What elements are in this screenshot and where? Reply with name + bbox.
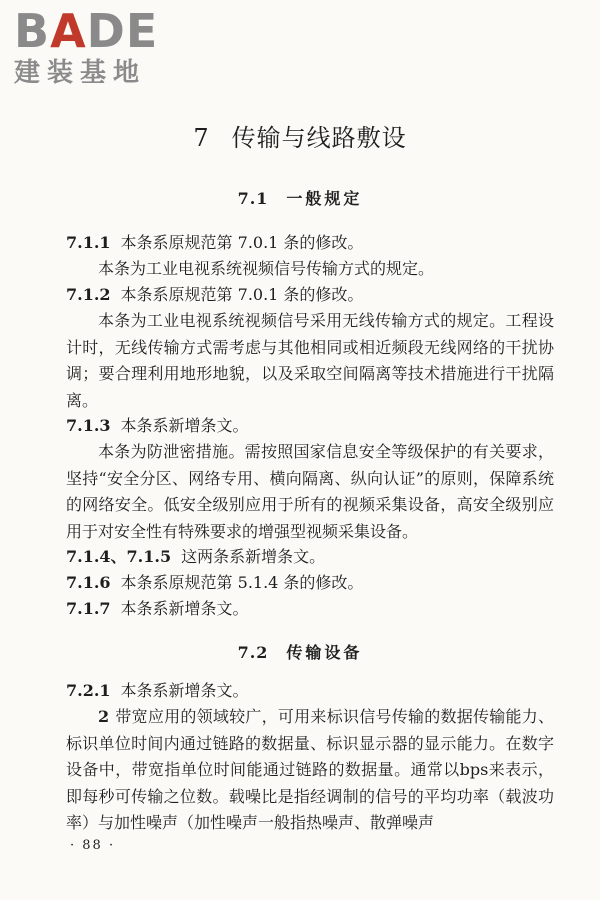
clause-number: 7.1.2 (66, 285, 111, 304)
logo-wordmark: BADE (14, 4, 159, 58)
clause-text: 本条系新增条文。 (120, 416, 249, 435)
chapter-number: 7 (193, 124, 210, 152)
clause-number: 7.1.7 (66, 599, 111, 618)
clause-text: 本条系原规范第 5.1.4 条的修改。 (120, 573, 364, 592)
clause-number: 7.2.1 (66, 681, 111, 700)
clause-7-1-1-explanation: 本条为工业电视系统视频信号传输方式的规定。 (98, 259, 435, 278)
section-title-7-2 (0, 640, 600, 663)
clause-number: 7.1.3 (66, 416, 111, 435)
clause-number: 7.1.4、7.1.5 (66, 547, 172, 566)
section-title-text: 一般规定 (286, 189, 363, 208)
chapter-title (0, 118, 600, 153)
clause-7-1-6 (66, 570, 554, 597)
logo-subtitle: 建装基地 (14, 58, 147, 88)
clause-7-1-7 (66, 596, 554, 623)
clause-text: 本条系原规范第 7.0.1 条的修改。 (120, 233, 364, 252)
publisher-logo (14, 6, 174, 90)
clause-7-2-1 (66, 678, 554, 705)
item-number: 2 (98, 707, 110, 726)
chapter-title-text: 传输与线路敷设 (231, 124, 407, 152)
clause-7-1-3 (66, 413, 554, 440)
page-number: · 88 · (70, 838, 116, 853)
section-number: 7.1 (237, 189, 269, 208)
clause-7-1-4-7-1-5 (66, 544, 554, 571)
clause-text: 本条系新增条文。 (120, 599, 249, 618)
clause-number: 7.1.6 (66, 573, 111, 592)
clause-7-1-3-explanation: 本条为防泄密措施。需按照国家信息安全等级保护的有关要求，坚持“安全分区、网络专用、横向隔离、纵向认证”的原则，保障系统的网络安全。低安全级别应用于所有的视频采集设备，高安全级别应用于对安全性有特殊要求的增强型视频采集设备。 (66, 442, 554, 541)
clause-7-1-2 (66, 282, 554, 309)
clause-text: 这两条系新增条文。 (181, 547, 326, 566)
clause-7-1-2-explanation: 本条为工业电视系统视频信号采用无线传输方式的规定。工程设计时，无线传输方式需考虑与其他相同或相近频段无线网络的干扰协调；要合理利用地形地貌，以及采取空间隔离等技术措施进行干扰隔离。 (66, 311, 554, 410)
clause-7-1-1 (66, 230, 554, 257)
item-text: 带宽应用的领域较广，可用来标识信号传输的数据传输能力、标识单位时间内通过链路的数据量、标识显示器的显示能力。在数字设备中，带宽指单位时间能通过链路的数据量。通常以bps来表示，即每秒可传输之位数。载噪比是指经调制的信号的平均功率（载波功率）与加性噪声（加性噪声一般指热噪声、散弹噪声 (66, 707, 554, 832)
clause-text: 本条系新增条文。 (120, 681, 249, 700)
clause-number: 7.1.1 (66, 233, 111, 252)
clause-7-2-1-item-2 (66, 704, 554, 837)
section-title-text: 传输设备 (286, 643, 363, 662)
section-number: 7.2 (237, 643, 269, 662)
section-title-7-1 (0, 186, 600, 209)
clause-text: 本条系原规范第 7.0.1 条的修改。 (120, 285, 364, 304)
